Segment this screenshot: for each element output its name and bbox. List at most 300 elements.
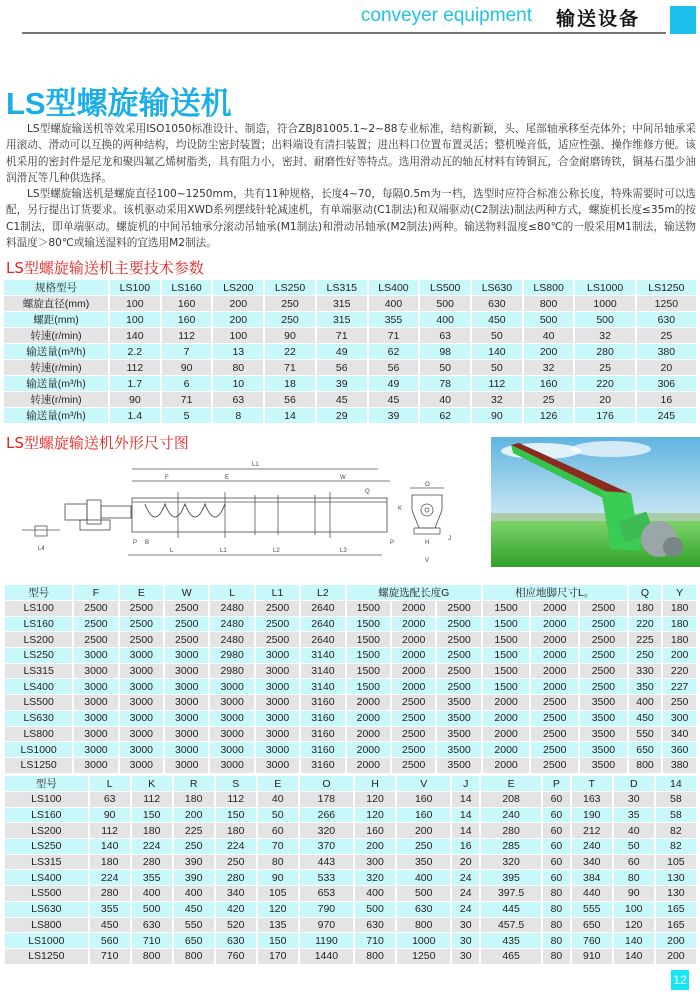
table-cell: 3160: [301, 695, 344, 710]
table-cell: 1000: [397, 933, 450, 948]
header-cell: D: [614, 776, 654, 791]
header-cell: E: [481, 776, 541, 791]
svg-text:Q: Q: [365, 489, 370, 495]
table-cell: 200: [213, 312, 263, 327]
table-cell: 280: [481, 823, 541, 838]
table-cell: 2500: [580, 601, 627, 616]
svg-text:V: V: [425, 558, 430, 564]
table-cell: 20: [575, 392, 634, 407]
page-header: [0, 0, 700, 36]
table-cell: 40: [614, 823, 654, 838]
table-cell: 3500: [437, 695, 480, 710]
table-cell: 160: [397, 792, 450, 807]
product-photo: [481, 431, 700, 568]
table-cell: 1190: [300, 933, 353, 948]
table-cell: 150: [258, 933, 298, 948]
table-row: [4, 392, 696, 407]
table-cell: 400: [174, 886, 214, 901]
table-cell: 3000: [165, 727, 208, 742]
svg-text:H: H: [425, 540, 430, 546]
table-cell: 输送量(m³/h): [4, 376, 108, 391]
table-cell: 2000: [392, 679, 435, 694]
table-cell: 176: [575, 408, 634, 423]
table-cell: 180: [132, 823, 172, 838]
dimension-table-2: [3, 775, 698, 965]
table-cell: 2000: [483, 711, 530, 726]
table-cell: 30: [452, 918, 479, 933]
table-cell: 3160: [301, 742, 344, 757]
table-cell: 240: [481, 808, 541, 823]
header-cell: P: [543, 776, 570, 791]
table-cell: 160: [162, 296, 212, 311]
table-cell: 3500: [580, 727, 627, 742]
header-cell: LS1250: [637, 280, 696, 295]
table-cell: 180: [90, 855, 130, 870]
table-cell: 2500: [256, 632, 299, 647]
table-cell: 400: [369, 296, 419, 311]
table-cell: 1500: [347, 648, 390, 663]
table-cell: 22: [265, 344, 315, 359]
table-cell: 5: [162, 408, 212, 423]
table-cell: 180: [663, 617, 696, 632]
table-cell: 3000: [120, 695, 163, 710]
table-cell: LS500: [5, 886, 88, 901]
table-cell: 320: [355, 870, 395, 885]
table-cell: LS1250: [5, 949, 88, 964]
table-cell: 2000: [531, 679, 578, 694]
table-row: [5, 855, 696, 870]
table-cell: 200: [656, 949, 696, 964]
table-cell: 445: [481, 902, 541, 917]
table-cell: 3000: [74, 727, 117, 742]
table-cell: 50: [472, 328, 522, 343]
table-cell: 100: [213, 328, 263, 343]
table-cell: 355: [369, 312, 419, 327]
header-cell: Y: [663, 585, 696, 600]
table-cell: 126: [524, 408, 574, 423]
table-cell: 3000: [165, 648, 208, 663]
table-cell: 7: [162, 344, 212, 359]
table-row: [5, 648, 696, 663]
table-cell: 90: [472, 408, 522, 423]
table-cell: 35: [614, 808, 654, 823]
dimension-drawing: [20, 460, 460, 568]
table-cell: 208: [481, 792, 541, 807]
table-cell: 180: [629, 601, 662, 616]
table-cell: 3000: [256, 695, 299, 710]
table-row: [4, 296, 696, 311]
table-cell: 450: [174, 902, 214, 917]
table-cell: 500: [575, 312, 634, 327]
table-cell: 1440: [300, 949, 353, 964]
table-cell: 120: [355, 792, 395, 807]
table-cell: 25: [637, 328, 696, 343]
table-row: [5, 601, 696, 616]
table-cell: 910: [572, 949, 612, 964]
table-cell: 250: [216, 855, 256, 870]
svg-text:F: F: [165, 475, 169, 481]
table-cell: 2500: [256, 601, 299, 616]
table-cell: 1.4: [110, 408, 160, 423]
table-row: [5, 711, 696, 726]
table-cell: 30: [614, 792, 654, 807]
table-cell: 2500: [437, 648, 480, 663]
table-cell: 14: [452, 823, 479, 838]
table-cell: 2000: [531, 632, 578, 647]
table-cell: 800: [629, 758, 662, 773]
table-cell: LS160: [5, 617, 72, 632]
table-cell: 450: [472, 312, 522, 327]
svg-text:L1: L1: [220, 548, 227, 554]
table-cell: 3000: [74, 711, 117, 726]
table-cell: 3000: [74, 664, 117, 679]
table-cell: 630: [355, 918, 395, 933]
table-cell: 3000: [210, 742, 253, 757]
table-cell: 220: [575, 376, 634, 391]
table-cell: 50: [472, 360, 522, 375]
table-cell: 2500: [531, 711, 578, 726]
table-cell: 80: [258, 855, 298, 870]
table-cell: 280: [216, 870, 256, 885]
header-cell: LS630: [472, 280, 522, 295]
table-row: [5, 949, 696, 964]
table-cell: 80: [543, 918, 570, 933]
table-cell: 3160: [301, 758, 344, 773]
table-cell: 2000: [392, 617, 435, 632]
table-cell: 130: [656, 886, 696, 901]
table-cell: 630: [216, 933, 256, 948]
dimension-drawing-title: LS型螺旋输送机外形尺寸图: [6, 434, 189, 452]
table-cell: 45: [369, 392, 419, 407]
table-cell: 450: [629, 711, 662, 726]
table-cell: LS250: [5, 648, 72, 663]
table-cell: 3000: [74, 648, 117, 663]
header-cell: LS1000: [575, 280, 634, 295]
table-cell: 2500: [120, 632, 163, 647]
table-cell: 25: [524, 392, 574, 407]
table-cell: 250: [265, 312, 315, 327]
table-cell: 45: [317, 392, 367, 407]
table-cell: 2000: [531, 601, 578, 616]
table-cell: 1500: [483, 664, 530, 679]
table-cell: LS200: [5, 823, 88, 838]
table-cell: 650: [174, 933, 214, 948]
table-cell: 1250: [397, 949, 450, 964]
table-cell: 450: [90, 918, 130, 933]
table-cell: 2500: [437, 664, 480, 679]
table-cell: 78: [420, 376, 470, 391]
table-cell: 2500: [531, 742, 578, 757]
table-cell: 90: [110, 392, 160, 407]
table-cell: 18: [265, 376, 315, 391]
table-cell: 2500: [580, 664, 627, 679]
table-cell: 39: [369, 408, 419, 423]
table-cell: 465: [481, 949, 541, 964]
table-cell: 16: [637, 392, 696, 407]
table-cell: 82: [656, 823, 696, 838]
table-cell: 3500: [437, 758, 480, 773]
table-cell: 135: [258, 918, 298, 933]
header-cell: 14: [656, 776, 696, 791]
table-cell: 250: [397, 839, 450, 854]
table-row: [5, 902, 696, 917]
table-row: [4, 360, 696, 375]
table-cell: 2.2: [110, 344, 160, 359]
table-cell: 60: [543, 792, 570, 807]
table-cell: 105: [258, 886, 298, 901]
table-cell: 112: [110, 360, 160, 375]
table-cell: 2500: [392, 742, 435, 757]
table-cell: 2500: [437, 679, 480, 694]
table-cell: 178: [300, 792, 353, 807]
table-cell: 80: [614, 870, 654, 885]
header-cell: L2: [301, 585, 344, 600]
table-cell: 58: [656, 792, 696, 807]
table-cell: 螺旋直径(mm): [4, 296, 108, 311]
table-cell: 3000: [120, 679, 163, 694]
table-cell: 200: [397, 823, 450, 838]
table-header-row: [5, 585, 696, 600]
table-cell: 140: [472, 344, 522, 359]
table-cell: 397.5: [481, 886, 541, 901]
table-cell: 40: [420, 392, 470, 407]
page-number: 12: [671, 970, 689, 990]
table-cell: 390: [174, 855, 214, 870]
table-cell: LS315: [5, 664, 72, 679]
table-cell: 60: [258, 823, 298, 838]
table-cell: 3500: [580, 758, 627, 773]
table-cell: 转速(r/min): [4, 328, 108, 343]
table-row: [5, 679, 696, 694]
table-cell: 2500: [580, 648, 627, 663]
header-cell: LS800: [524, 280, 574, 295]
table-row: [5, 933, 696, 948]
table-cell: LS400: [5, 870, 88, 885]
table-cell: 350: [397, 855, 450, 870]
table-cell: 500: [355, 902, 395, 917]
table-cell: 1500: [347, 664, 390, 679]
table-cell: 2000: [531, 648, 578, 663]
table-cell: 200: [663, 648, 696, 663]
table-cell: 2000: [347, 695, 390, 710]
table-cell: 315: [317, 312, 367, 327]
table-cell: LS630: [5, 711, 72, 726]
table-cell: 560: [90, 933, 130, 948]
table-cell: LS315: [5, 855, 88, 870]
table-cell: 500: [132, 902, 172, 917]
table-cell: 160: [162, 312, 212, 327]
table-cell: 3000: [120, 664, 163, 679]
table-cell: 80: [543, 902, 570, 917]
table-cell: 16: [452, 839, 479, 854]
table-cell: 80: [543, 886, 570, 901]
table-row: [5, 808, 696, 823]
svg-text:O: O: [425, 482, 430, 488]
header-cell: E: [120, 585, 163, 600]
header-cell: LS250: [265, 280, 315, 295]
table-cell: 280: [575, 344, 634, 359]
table-cell: 250: [265, 296, 315, 311]
table-cell: 400: [629, 695, 662, 710]
table-cell: 80: [543, 933, 570, 948]
table-cell: 220: [629, 617, 662, 632]
table-cell: LS1000: [5, 933, 88, 948]
table-cell: LS800: [5, 727, 72, 742]
table-cell: 63: [420, 328, 470, 343]
table-cell: 320: [300, 823, 353, 838]
table-cell: 1500: [483, 601, 530, 616]
table-cell: 3140: [301, 679, 344, 694]
table-cell: 2000: [483, 695, 530, 710]
table-cell: 140: [614, 933, 654, 948]
table-cell: 250: [174, 839, 214, 854]
header-cell: LS100: [110, 280, 160, 295]
table-cell: 3500: [437, 742, 480, 757]
table-cell: 180: [663, 601, 696, 616]
table-cell: 140: [614, 949, 654, 964]
table-cell: 200: [355, 839, 395, 854]
svg-text:L3: L3: [340, 548, 347, 554]
table-cell: 2480: [210, 632, 253, 647]
table-cell: 400: [420, 312, 470, 327]
table-cell: 112: [90, 823, 130, 838]
table-cell: 3500: [437, 727, 480, 742]
table-cell: 550: [629, 727, 662, 742]
header-cell: J: [452, 776, 479, 791]
table-cell: LS1250: [5, 758, 72, 773]
table-cell: 2980: [210, 664, 253, 679]
table-cell: 306: [637, 376, 696, 391]
table-cell: 30: [452, 933, 479, 948]
table-cell: 转速(r/min): [4, 360, 108, 375]
table-cell: 63: [213, 392, 263, 407]
table-row: [5, 792, 696, 807]
header-cell: H: [355, 776, 395, 791]
header-cell: V: [397, 776, 450, 791]
table-cell: LS160: [5, 808, 88, 823]
table-row: [5, 632, 696, 647]
table-row: [5, 695, 696, 710]
table-cell: 3000: [165, 711, 208, 726]
table-cell: 2000: [392, 601, 435, 616]
header-cell: 螺旋选配长度G: [347, 585, 481, 600]
table-cell: 224: [90, 870, 130, 885]
header-title-en: conveyer equipment: [360, 5, 532, 26]
table-cell: 56: [317, 360, 367, 375]
table-cell: 2000: [483, 727, 530, 742]
table-cell: 3500: [580, 695, 627, 710]
table-cell: 1500: [483, 632, 530, 647]
table-cell: 14: [265, 408, 315, 423]
header-cell: LS160: [162, 280, 212, 295]
table-cell: 1500: [347, 617, 390, 632]
table-cell: 120: [614, 918, 654, 933]
table-header-row: [4, 280, 696, 295]
table-cell: 500: [397, 886, 450, 901]
table-cell: 285: [481, 839, 541, 854]
intro-paragraph-1: LS型螺旋输送机等效采用ISO1050标准设计、制造，符合ZBJ81005.1~2~88专业标准，结构新颖，头、尾部轴承移至壳体外；中间吊轴承采用滚动、滑动可以互换的两种结构，均设防尘密封装置；出料端设有清扫装置；进出料口位置布置灵活；整机噪音低，适应性强、操作维修方便。该机采用的密封件是尼龙和聚四氟乙烯树脂类，具有阻力小，密封、耐磨性好等特点。选用滑动瓦的轴瓦材料有铸铜瓦，合金耐磨铸铁，铜基石墨少油润滑瓦等几种供选择。: [6, 123, 696, 184]
table-cell: LS800: [5, 918, 88, 933]
svg-text:P: P: [390, 540, 395, 546]
table-cell: 200: [174, 808, 214, 823]
screw-conveyor-image-icon: [481, 431, 700, 568]
table-cell: 49: [317, 344, 367, 359]
table-cell: 3500: [580, 711, 627, 726]
table-cell: 3000: [210, 695, 253, 710]
table-cell: 160: [355, 823, 395, 838]
table-cell: 380: [637, 344, 696, 359]
table-cell: 1500: [483, 617, 530, 632]
table-cell: 2500: [437, 617, 480, 632]
table-cell: 1500: [483, 648, 530, 663]
table-cell: 340: [663, 727, 696, 742]
table-cell: 6: [162, 376, 212, 391]
table-cell: 224: [132, 839, 172, 854]
table-row: [4, 408, 696, 423]
table-cell: 800: [524, 296, 574, 311]
table-cell: 13: [213, 344, 263, 359]
table-cell: 输送量(m³/h): [4, 408, 108, 423]
table-cell: 2500: [74, 632, 117, 647]
table-cell: 790: [300, 902, 353, 917]
table-cell: 533: [300, 870, 353, 885]
table-cell: 90: [162, 360, 212, 375]
table-cell: 2000: [392, 632, 435, 647]
table-cell: 120: [355, 808, 395, 823]
table-cell: 2480: [210, 617, 253, 632]
table-cell: 3000: [256, 648, 299, 663]
table-cell: 3500: [580, 742, 627, 757]
table-cell: 62: [369, 344, 419, 359]
table-cell: 800: [397, 918, 450, 933]
table-cell: 800: [132, 949, 172, 964]
table-cell: 1500: [347, 601, 390, 616]
table-cell: 3000: [210, 727, 253, 742]
table-cell: 370: [300, 839, 353, 854]
table-cell: 100: [110, 296, 160, 311]
table-cell: 245: [637, 408, 696, 423]
table-cell: 120: [258, 902, 298, 917]
table-cell: 24: [452, 870, 479, 885]
table-cell: 71: [265, 360, 315, 375]
table-cell: 3160: [301, 727, 344, 742]
svg-text:L1: L1: [252, 462, 259, 468]
table-cell: 60: [543, 808, 570, 823]
table-cell: 2500: [120, 601, 163, 616]
table-cell: 320: [481, 855, 541, 870]
table-cell: 98: [420, 344, 470, 359]
table-cell: 555: [572, 902, 612, 917]
table-cell: 25: [575, 360, 634, 375]
table-cell: 330: [629, 664, 662, 679]
table-cell: 2000: [531, 664, 578, 679]
table-cell: 520: [216, 918, 256, 933]
table-cell: 2500: [437, 601, 480, 616]
table-cell: 2500: [74, 617, 117, 632]
table-cell: 63: [90, 792, 130, 807]
table-row: [4, 376, 696, 391]
table-cell: 630: [637, 312, 696, 327]
table-cell: 760: [572, 933, 612, 948]
header-title-cn: 输送设备: [555, 8, 640, 30]
table-cell: 2500: [165, 632, 208, 647]
table-cell: 443: [300, 855, 353, 870]
svg-text:K: K: [398, 506, 403, 512]
table-cell: 2500: [531, 758, 578, 773]
table-cell: LS630: [5, 902, 88, 917]
header-divider: [22, 32, 666, 34]
table-cell: 1500: [347, 679, 390, 694]
